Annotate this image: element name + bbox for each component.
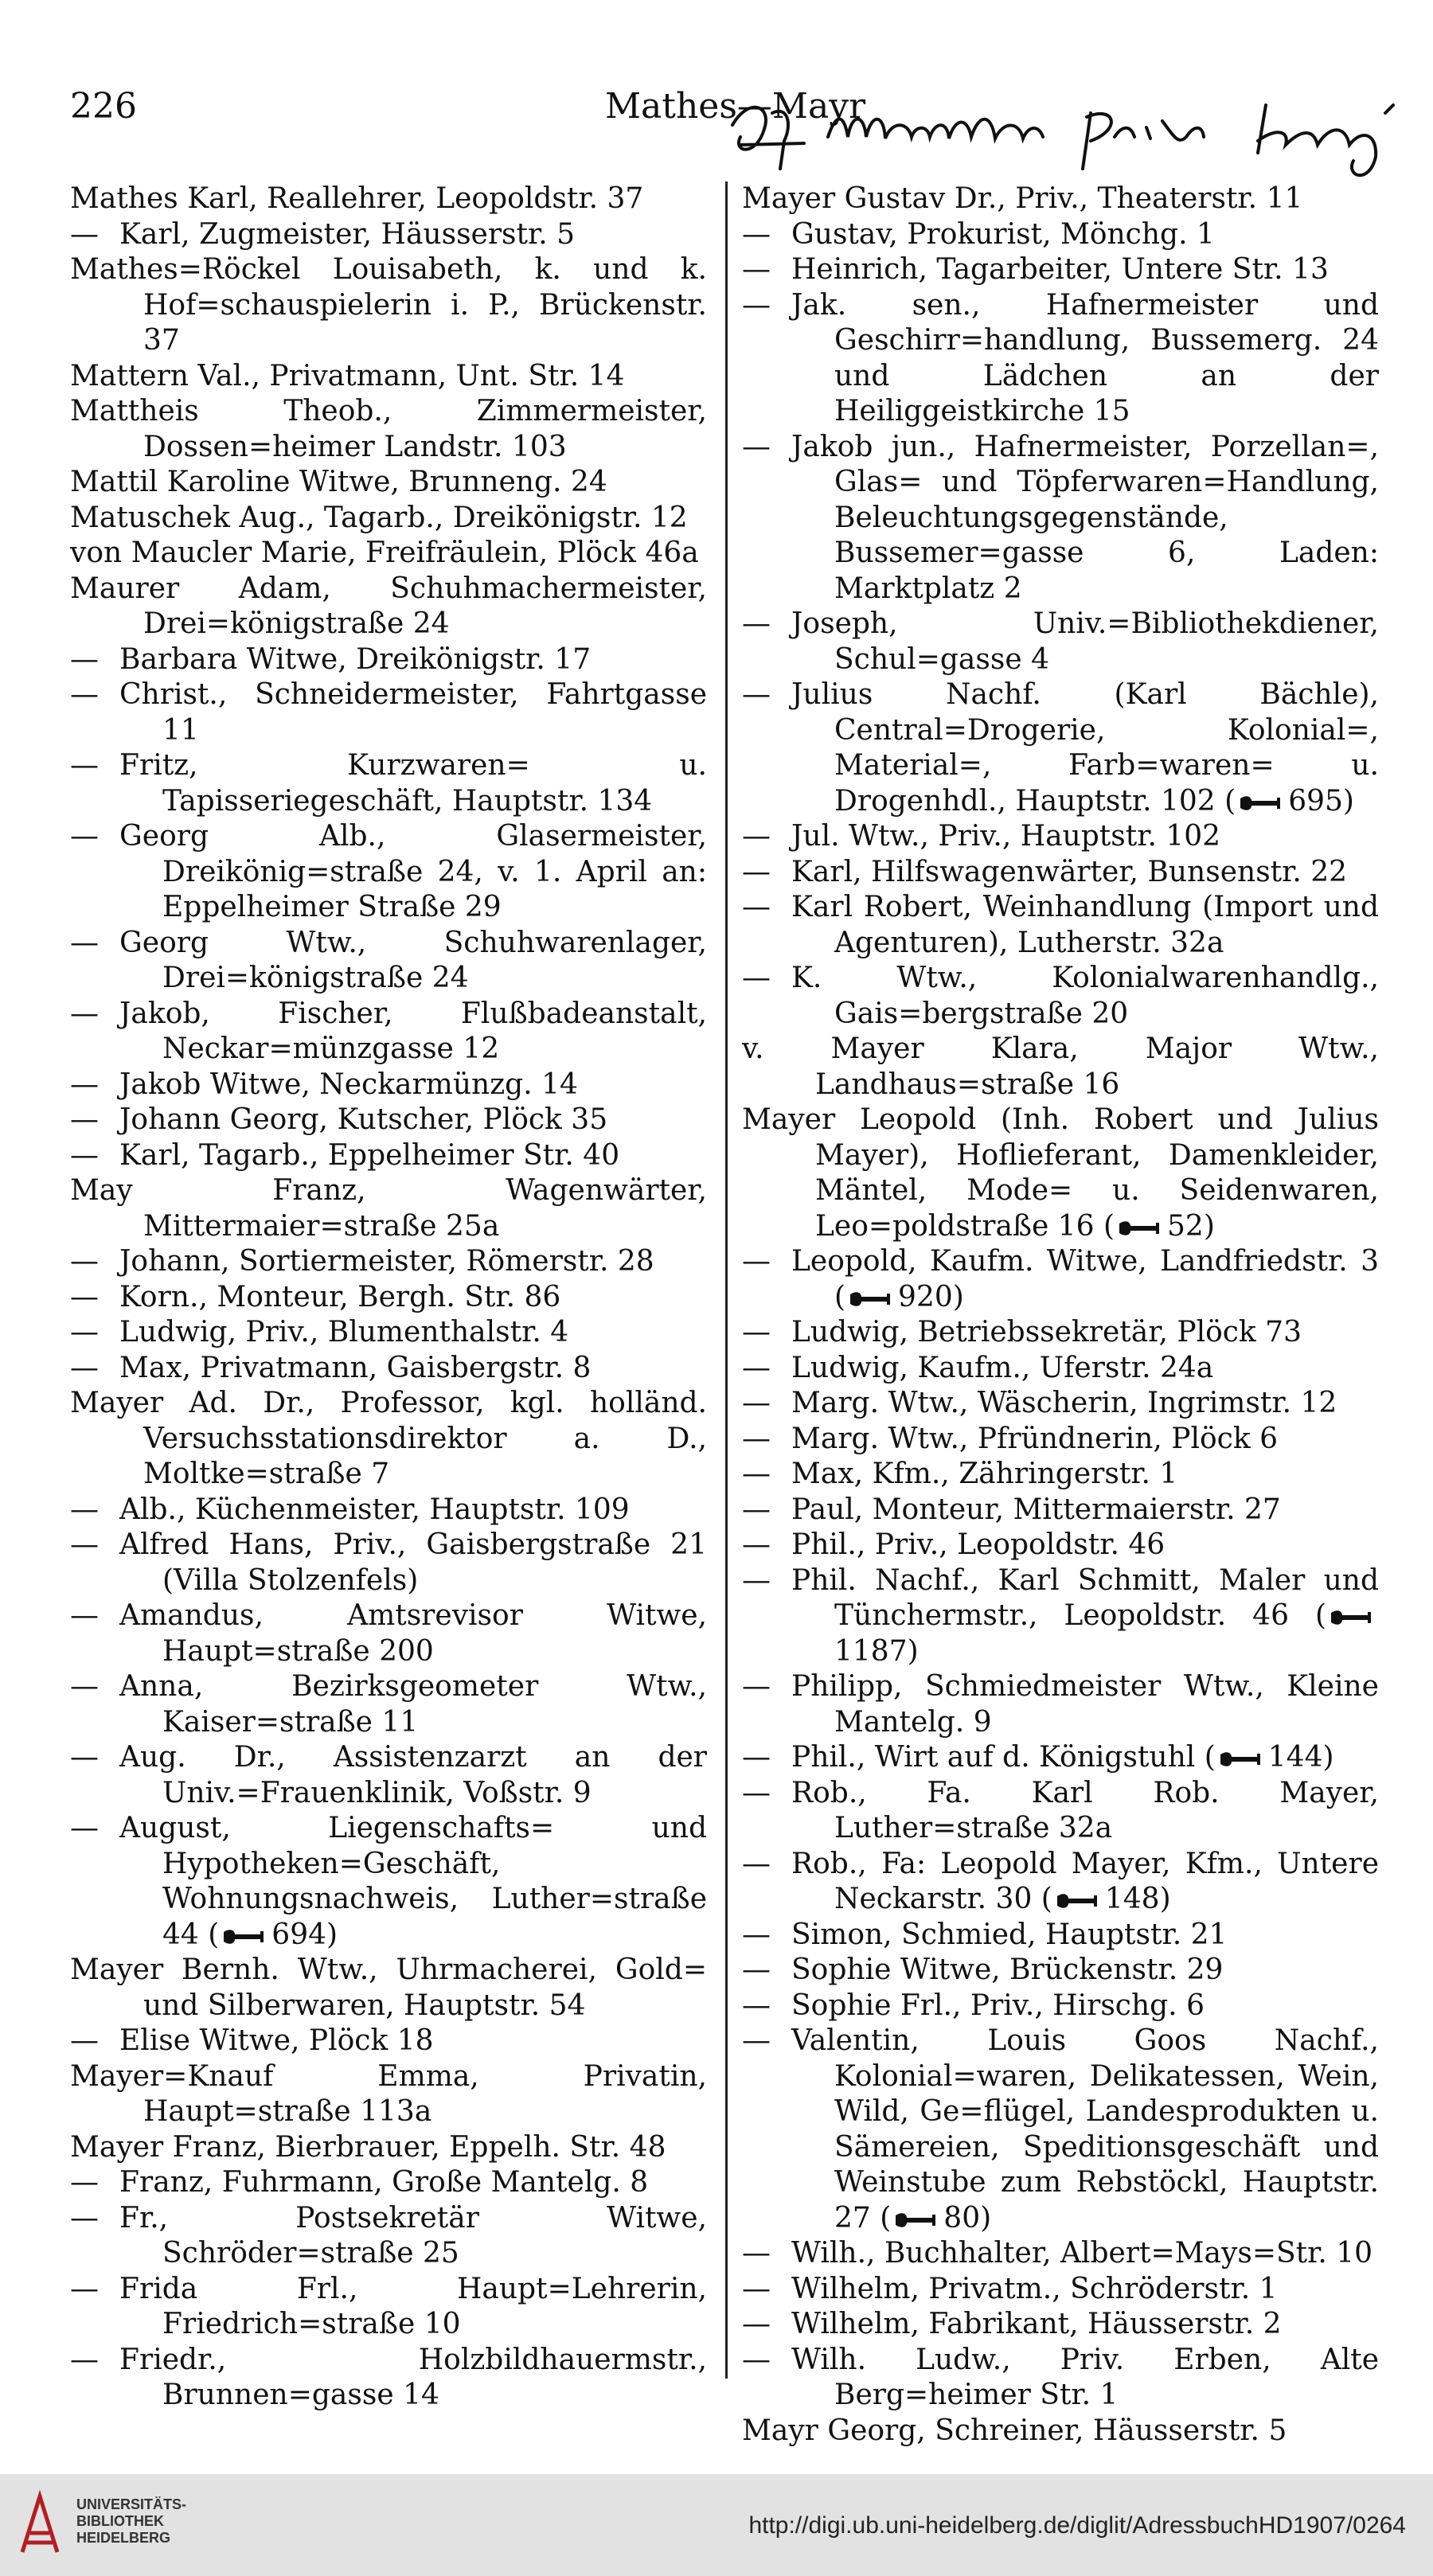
directory-entry: [742, 890, 1379, 961]
entry-text: Karl, Tagarb., Eppelheimer Str. 40: [119, 1138, 620, 1172]
ditto-dash: —: [742, 1953, 771, 1986]
directory-entry: [70, 465, 707, 501]
entry-text: von Maucler Marie, Freifräulein, Plöck 46a: [70, 537, 699, 569]
directory-entry: [70, 1103, 707, 1138]
entry-text-end: ): [1159, 1883, 1171, 1915]
directory-entry: [742, 430, 1379, 607]
entry-text: Ludwig, Priv., Blumenthalstr. 4: [119, 1316, 569, 1348]
ditto-dash: —: [742, 1493, 771, 1526]
directory-entry: [70, 2201, 707, 2272]
ditto-dash: —: [742, 2308, 771, 2340]
directory-entry: [70, 1493, 707, 1528]
directory-entry: [70, 926, 707, 997]
ditto-dash: —: [70, 1067, 99, 1101]
directory-entry: [742, 855, 1379, 891]
entry-text: Georg Wtw., Schuhwarenlager, Drei=königstraße 24: [119, 926, 707, 994]
entry-text: Mayer Ad. Dr., Professor, kgl. holländ. Versuchsstationsdirektor a. D., Moltke=straße 7: [70, 1387, 707, 1490]
entry-text: Maurer Adam, Schuhmachermeister, Drei=königstraße 24: [70, 572, 707, 640]
entry-text: Paul, Monteur, Mittermaierstr. 27: [791, 1493, 1281, 1526]
entry-text: Marg. Wtw., Pfründnerin, Plöck 6: [791, 1422, 1278, 1455]
entry-text: K. Wtw., Kolonialwarenhandlg., Gais=bergstraße 20: [791, 962, 1379, 1030]
source-url-link[interactable]: http://digi.ub.uni-heidelberg.de/diglit/AdressbuchHD1907/0264: [748, 2512, 1406, 2539]
entry-text: Simon, Schmied, Hauptstr. 21: [791, 1918, 1228, 1951]
entry-text: Jak. sen., Hafnermeister und Geschirr=handlung, Bussemerg. 24 und Lädchen an der Heiliggeistkirche 15: [791, 288, 1379, 427]
entry-text: Philipp, Schmiedmeister Wtw., Kleine Mantelg. 9: [791, 1670, 1379, 1739]
directory-entry: [70, 1173, 707, 1244]
directory-entry: [742, 252, 1379, 288]
directory-entry: [742, 1315, 1379, 1351]
entry-text: Jul. Wtw., Priv., Hauptstr. 102: [791, 820, 1221, 853]
ditto-dash: —: [742, 607, 771, 640]
directory-entry: [70, 181, 707, 217]
entry-text: Sophie Frl., Priv., Hirschg. 6: [791, 1989, 1205, 2022]
column-divider: [725, 181, 728, 2379]
directory-entry: [70, 819, 707, 926]
directory-entry: [742, 217, 1379, 253]
entry-text: v. Mayer Klara, Major Wtw., Landhaus=straße 16: [742, 1032, 1379, 1101]
telephone-icon: [1330, 1610, 1372, 1626]
entry-text: Mayr Georg, Schreiner, Häusserstr. 5: [742, 2414, 1287, 2447]
entry-text-end: ): [980, 2201, 992, 2234]
entry-text: Rob., Fa. Karl Rob. Mayer, Luther=straße 32a: [791, 1776, 1379, 1844]
directory-entry: [70, 572, 707, 642]
entry-text: Mayer=Knauf Emma, Privatin, Haupt=straße 113a: [70, 2059, 707, 2128]
ditto-dash: —: [70, 1280, 99, 1313]
ditto-dash: —: [70, 1103, 99, 1136]
university-library-logo-icon: [16, 2488, 64, 2558]
directory-entry: [742, 1918, 1379, 1953]
directory-entry: [742, 2414, 1379, 2449]
telephone-number: 695: [1288, 784, 1343, 818]
ditto-dash: —: [742, 820, 771, 853]
entry-text: Mattil Karoline Witwe, Brunneng. 24: [70, 466, 607, 498]
directory-entry: [742, 1953, 1379, 1989]
entry-text: Fritz, Kurzwaren= u. Tapisseriegeschäft, Hauptstr. 134: [119, 749, 707, 818]
entry-text: Valentin, Louis Goos Nachf., Kolonial=waren, Delikatessen, Wein, Wild, Ge=flügel, Landesprodukten u. Sämereien, Speditionsgeschäft und Weinstube zum Rebstöckl, Hauptstr. 27 (: [791, 2024, 1379, 2234]
entry-text: Jakob jun., Hafnermeister, Porzellan=, Glas= und Töpferwaren=Handlung, Beleuchtungsgegenstände, Bussemer=gasse 6, Laden: Marktplatz 2: [791, 430, 1379, 605]
entry-text: Matuschek Aug., Tagarb., Dreikönigstr. 12: [70, 501, 688, 534]
telephone-icon: [894, 2212, 937, 2228]
ditto-dash: —: [70, 1138, 99, 1172]
ditto-dash: —: [70, 1316, 99, 1348]
directory-entry: [742, 288, 1379, 430]
ditto-dash: —: [70, 217, 99, 251]
entry-text: Ludwig, Betriebssekretär, Plöck 73: [791, 1316, 1302, 1348]
ditto-dash: —: [742, 1989, 771, 2022]
directory-entry: [70, 359, 707, 395]
ditto-dash: —: [70, 2272, 99, 2305]
directory-entry: [70, 1953, 707, 2024]
directory-entry: [70, 2272, 707, 2343]
ditto-dash: —: [742, 430, 771, 463]
telephone-number: 920: [898, 1280, 953, 1313]
directory-entry: [70, 1598, 707, 1669]
ditto-dash: —: [70, 1493, 99, 1526]
entry-text: Fr., Postsekretär Witwe, Schröder=straße 25: [119, 2201, 707, 2270]
directory-entry: [742, 1989, 1379, 2024]
entry-text: Max, Privatmann, Gaisbergstr. 8: [119, 1351, 592, 1384]
entry-text: Phil., Wirt auf d. Königstuhl (: [791, 1741, 1216, 1774]
directory-entry: [70, 394, 707, 465]
ditto-dash: —: [742, 1387, 771, 1419]
entry-text: Mattheis Theob., Zimmermeister, Dossen=heimer Landstr. 103: [70, 395, 707, 463]
directory-entry: [742, 1669, 1379, 1740]
ditto-dash: —: [742, 1563, 771, 1597]
ditto-dash: —: [742, 1670, 771, 1703]
directory-entry: [742, 961, 1379, 1032]
directory-entry: [70, 2024, 707, 2059]
directory-entry: [70, 2343, 707, 2414]
directory-entry: [742, 1457, 1379, 1493]
directory-entry: [742, 1103, 1379, 1244]
entry-text-end: ): [952, 1280, 964, 1313]
directory-entry: [742, 1386, 1379, 1422]
entry-text: Johann, Sortiermeister, Römerstr. 28: [119, 1245, 654, 1278]
telephone-number: 52: [1167, 1209, 1204, 1243]
ditto-dash: —: [70, 1245, 99, 1278]
directory-entry: [70, 997, 707, 1067]
ditto-dash: —: [742, 1918, 771, 1951]
directory-entry: [742, 1422, 1379, 1458]
ditto-dash: —: [70, 1528, 99, 1561]
directory-entry: [70, 1740, 707, 1811]
entry-text-end: ): [1342, 784, 1354, 818]
directory-entry: [70, 1386, 707, 1493]
ditto-dash: —: [742, 1422, 771, 1455]
directory-entry: [742, 181, 1379, 217]
entry-text: Jakob, Fischer, Flußbadeanstalt, Neckar=münzgasse 12: [119, 997, 707, 1065]
telephone-number: 1187: [834, 1634, 908, 1668]
directory-entry: [70, 642, 707, 678]
library-name: UNIVERSITÄTS- BIBLIOTHEK HEIDELBERG: [76, 2496, 187, 2546]
telephone-number: 148: [1104, 1883, 1160, 1915]
entry-text: Anna, Bezirksgeometer Wtw., Kaiser=straße 11: [119, 1670, 707, 1739]
entry-text: Julius Nachf. (Karl Bächle), Central=Drogerie, Kolonial=, Material=, Farb=waren= u. Drogenhdl., Hauptstr. 102 (: [791, 678, 1379, 818]
entry-text: Jakob Witwe, Neckarmünzg. 14: [119, 1067, 578, 1101]
ditto-dash: —: [70, 2343, 99, 2376]
entry-text: Joseph, Univ.=Bibliothekdiener, Schul=gasse 4: [791, 607, 1379, 676]
directory-entry: [70, 1669, 707, 1740]
ditto-dash: —: [70, 1599, 99, 1632]
directory-entry: [70, 748, 707, 819]
ditto-dash: —: [70, 1351, 99, 1384]
directory-entry: [742, 2236, 1379, 2272]
directory-entry: [742, 1740, 1379, 1776]
ditto-dash: —: [742, 288, 771, 322]
directory-entry: [70, 1067, 707, 1103]
telephone-icon: [1219, 1751, 1262, 1767]
ditto-dash: —: [742, 2024, 771, 2057]
ditto-dash: —: [70, 2201, 99, 2234]
entry-text: Wilh. Ludw., Priv. Erben, Alte Berg=heimer Str. 1: [791, 2343, 1379, 2411]
ditto-dash: —: [742, 2237, 771, 2270]
ditto-dash: —: [742, 678, 771, 711]
entry-text: May Franz, Wagenwärter, Mittermaier=straße 25a: [70, 1174, 707, 1243]
page-number: 226: [70, 86, 137, 127]
entry-text: Friedr., Holzbildhauermstr., Brunnen=gasse 14: [119, 2343, 707, 2411]
directory-entry: [70, 1351, 707, 1387]
entry-text-end: ): [326, 1918, 338, 1951]
telephone-number: 694: [271, 1918, 327, 1951]
entry-text: Karl, Zugmeister, Häusserstr. 5: [119, 217, 576, 251]
telephone-number: 80: [943, 2201, 981, 2234]
entry-text: Heinrich, Tagarbeiter, Untere Str. 13: [791, 253, 1329, 286]
ditto-dash: —: [742, 1776, 771, 1809]
entry-text-end: ): [907, 1634, 919, 1668]
directory-entry: [742, 1847, 1379, 1918]
entry-text: Wilhelm, Privatm., Schröderstr. 1: [791, 2272, 1278, 2305]
directory-entry: [70, 1528, 707, 1598]
directory-entry: [742, 1032, 1379, 1103]
entry-text: Alfred Hans, Priv., Gaisbergstraße 21 (Villa Stolzenfels): [119, 1528, 707, 1597]
ditto-dash: —: [70, 1741, 99, 1774]
entry-text: Phil., Priv., Leopoldstr. 46: [791, 1528, 1166, 1561]
entry-text: Leopold, Kaufm. Witwe, Landfriedstr. 3 (: [791, 1245, 1379, 1313]
entry-text: Phil. Nachf., Karl Schmitt, Maler und Tünchermstr., Leopoldstr. 46 (: [791, 1563, 1379, 1632]
entry-text: Franz, Fuhrmann, Große Mantelg. 8: [119, 2166, 649, 2199]
telephone-icon: [1239, 795, 1282, 811]
ditto-dash: —: [70, 1812, 99, 1844]
ditto-dash: —: [70, 642, 99, 676]
directory-entry: [70, 2165, 707, 2201]
directory-entry: [70, 536, 707, 572]
entry-text: Rob., Fa: Leopold Mayer, Kfm., Untere Neckarstr. 30 (: [791, 1847, 1379, 1915]
ditto-dash: —: [742, 1316, 771, 1348]
entry-text: Mayer Bernh. Wtw., Uhrmacherei, Gold= und Silberwaren, Hauptstr. 54: [70, 1953, 707, 2022]
directory-entry: [742, 2024, 1379, 2236]
entry-text: Ludwig, Kaufm., Uferstr. 24a: [791, 1351, 1214, 1384]
directory-entry: [70, 252, 707, 359]
telephone-icon: [849, 1291, 892, 1307]
entry-text: Elise Witwe, Plöck 18: [119, 2024, 434, 2057]
directory-entry: [70, 1315, 707, 1351]
directory-entry: [70, 1280, 707, 1316]
entry-text: August, Liegenschafts= und Hypotheken=Geschäft, Wohnungsnachweis, Luther=straße 44 (: [119, 1812, 707, 1951]
entry-text: Georg Alb., Glasermeister, Dreikönig=straße 24, v. 1. April an: Eppelheimer Straße 29: [119, 820, 707, 923]
ditto-dash: —: [70, 997, 99, 1030]
directory-entry: [742, 1776, 1379, 1847]
entry-text: Mayer Leopold (Inh. Robert und Julius Mayer), Hoflieferant, Damenkleider, Mäntel, Mode= u. Seidenwaren, Leo=poldstraße 16 (: [742, 1103, 1379, 1243]
ditto-dash: —: [742, 1245, 771, 1278]
ditto-dash: —: [742, 1458, 771, 1490]
left-column: [70, 181, 707, 2414]
entry-text: Mattern Val., Privatmann, Unt. Str. 14: [70, 359, 625, 392]
entry-text: Mathes=Röckel Louisabeth, k. und k. Hof=schauspielerin i. P., Brückenstr. 37: [70, 253, 707, 357]
directory-entry: [742, 1351, 1379, 1387]
ditto-dash: —: [70, 820, 99, 853]
entry-text: Karl, Hilfswagenwärter, Bunsenstr. 22: [791, 855, 1348, 888]
entry-text: Karl Robert, Weinhandlung (Import und Agenturen), Lutherstr. 32a: [791, 891, 1379, 959]
ditto-dash: —: [742, 891, 771, 923]
ditto-dash: —: [742, 2343, 771, 2376]
footer-bar: [0, 2474, 1433, 2576]
directory-entry: [742, 2343, 1379, 2414]
ditto-dash: —: [742, 1528, 771, 1561]
entry-text-end: ): [1203, 1209, 1215, 1243]
entry-text: Christ., Schneidermeister, Fahrtgasse 11: [119, 678, 707, 747]
directory-entry: [742, 1244, 1379, 1315]
right-column: [742, 181, 1379, 2449]
ditto-dash: —: [70, 926, 99, 959]
ditto-dash: —: [742, 962, 771, 994]
directory-entry: [70, 1244, 707, 1280]
entry-text: Mathes Karl, Reallehrer, Leopoldstr. 37: [70, 182, 644, 215]
ditto-dash: —: [742, 217, 771, 251]
directory-entry: [742, 819, 1379, 855]
ditto-dash: —: [742, 1351, 771, 1384]
directory-entry: [742, 1493, 1379, 1528]
ditto-dash: —: [742, 253, 771, 286]
entry-text: Mayer Franz, Bierbrauer, Eppelh. Str. 48: [70, 2130, 666, 2164]
ditto-dash: —: [70, 1670, 99, 1703]
running-head: Mathes—Mayr: [605, 86, 866, 127]
ditto-dash: —: [742, 1741, 771, 1774]
entry-text: Alb., Küchenmeister, Hauptstr. 109: [119, 1493, 630, 1526]
directory-entry: [70, 217, 707, 253]
telephone-number: 144: [1267, 1741, 1323, 1774]
entry-text: Johann Georg, Kutscher, Plöck 35: [119, 1103, 608, 1136]
entry-text: Sophie Witwe, Brückenstr. 29: [791, 1953, 1224, 1986]
telephone-icon: [222, 1929, 265, 1945]
entry-text: Wilhelm, Fabrikant, Häusserstr. 2: [791, 2308, 1282, 2340]
ditto-dash: —: [70, 678, 99, 711]
ditto-dash: —: [70, 2024, 99, 2057]
directory-entry: [742, 2307, 1379, 2343]
directory-entry: [70, 501, 707, 537]
entry-text: Mayer Gustav Dr., Priv., Theaterstr. 11: [742, 182, 1303, 215]
entry-text: Amandus, Amtsrevisor Witwe, Haupt=straße 200: [119, 1599, 707, 1668]
ditto-dash: —: [70, 2166, 99, 2199]
directory-entry: [70, 1138, 707, 1174]
entry-text: Aug. Dr., Assistenzarzt an der Univ.=Frauenklinik, Voßstr. 9: [119, 1741, 707, 1809]
directory-entry: [742, 1563, 1379, 1670]
directory-entry: [742, 677, 1379, 819]
directory-entry: [70, 677, 707, 748]
directory-entry: [70, 2059, 707, 2130]
directory-entry: [70, 2130, 707, 2166]
directory-entry: [70, 1811, 707, 1953]
telephone-icon: [1118, 1220, 1161, 1236]
entry-text: Wilh., Buchhalter, Albert=Mays=Str. 10: [791, 2237, 1373, 2270]
ditto-dash: —: [742, 855, 771, 888]
telephone-icon: [1056, 1893, 1099, 1909]
entry-text: Frida Frl., Haupt=Lehrerin, Friedrich=straße 10: [119, 2272, 707, 2340]
entry-text: Gustav, Prokurist, Mönchg. 1: [791, 217, 1215, 251]
entry-text: Barbara Witwe, Dreikönigstr. 17: [119, 642, 592, 676]
ditto-dash: —: [70, 749, 99, 782]
directory-entry: [742, 1528, 1379, 1563]
directory-entry: [742, 2272, 1379, 2308]
ditto-dash: —: [742, 1847, 771, 1880]
entry-text: Marg. Wtw., Wäscherin, Ingrimstr. 12: [791, 1387, 1337, 1419]
directory-entry: [742, 607, 1379, 677]
ditto-dash: —: [742, 2272, 771, 2305]
entry-text: Max, Kfm., Zähringerstr. 1: [791, 1458, 1178, 1490]
entry-text-end: ): [1322, 1741, 1334, 1774]
entry-text: Korn., Monteur, Bergh. Str. 86: [119, 1280, 561, 1313]
